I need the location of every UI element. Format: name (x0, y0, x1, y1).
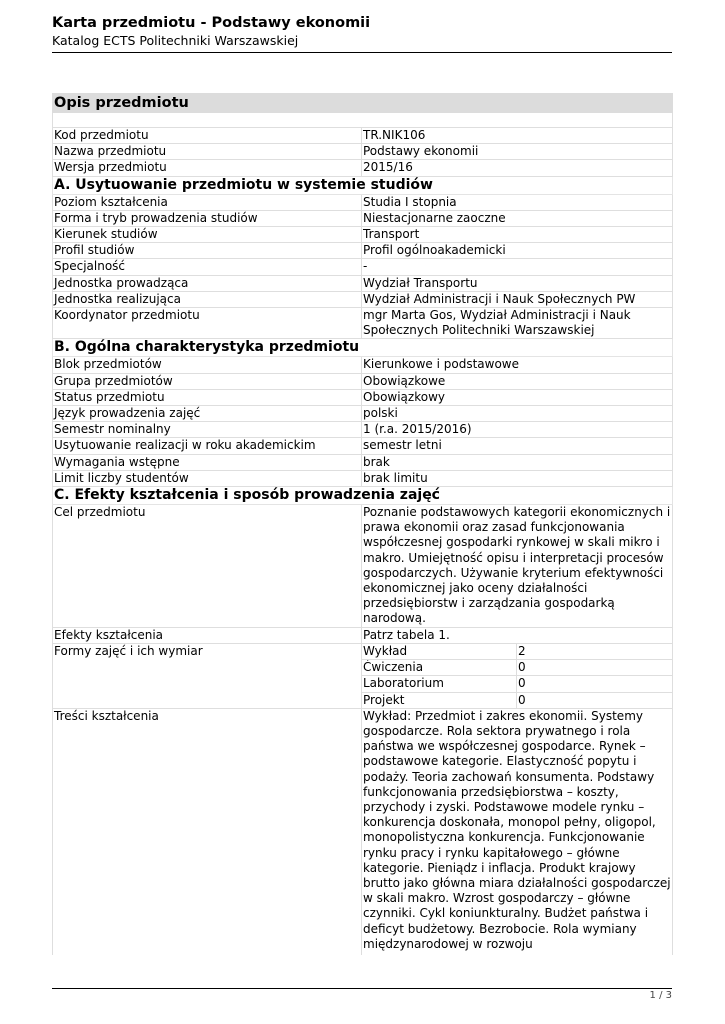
tresci-value: Wykład: Przedmiot i zakres ekonomii. Systemy gospodarcze. Rola sektora prywatnego i rola państwa we współczesnej gospodarce. Rynek – podstawowe kategorie. Elastyczność popytu i podaży. Teoria zachowań konsumenta. Podstawy funkcjonowania przedsiębiorstwa – koszty, przychody i zyski. Podstawowe modele rynku – konkurencja doskonała, monopol pełny, oligopol, monopolistyczna konkurencja. Funkcjonowanie rynku pracy i rynku kapitałowego – główne kategorie. Pieniądz i inflacja. Produkt krajowy brutto jako główna miara działalności gospodarczej w skali makro. Wzrost gospodarczy – główne czynniki. Cykl koniunkturalny. Budżet państwa i deficyt budżetowy. Bezrobocie. Rola wymiany międzynarodowej w rozwoju (362, 708, 673, 955)
table-row (53, 243, 673, 259)
row-label: Wymagania wstępne (53, 454, 362, 470)
row-label: Blok przedmiotów (53, 357, 362, 373)
row-value: polski (362, 406, 673, 422)
course-card-table (52, 93, 673, 955)
row-label: Kierunek studiów (53, 227, 362, 243)
row-value: Studia I stopnia (362, 194, 673, 210)
table-row (53, 470, 673, 486)
table-row (53, 291, 673, 307)
opis-title: Opis przedmiotu (53, 94, 673, 113)
row-value: TR.NIK106 (362, 128, 673, 144)
cel-value: Poznanie podstawowych kategorii ekonomicznych i prawa ekonomii oraz zasad funkcjonowania współczesnej gospodarki rynkowej w skali mikro i makro. Umiejętność opisu i interpretacji procesów gospodarczych. Używanie kryterium efektywności ekonomicznej jako oceny działalności przedsiębiorstw i zarządzania gospodarką narodową. (362, 505, 673, 628)
row-label: Kod przedmiotu (53, 128, 362, 144)
row-value: Profil ogólnoakademicki (362, 243, 673, 259)
formy-hours: 2 (517, 644, 673, 660)
row-label: Nazwa przedmiotu (53, 144, 362, 160)
row-value: brak (362, 454, 673, 470)
tresci-label: Treści kształcenia (53, 708, 362, 955)
formy-row (362, 660, 672, 676)
table-row (53, 210, 673, 226)
row-label: Profil studiów (53, 243, 362, 259)
header-divider (52, 52, 672, 53)
document-title: Karta przedmiotu - Podstawy ekonomii (52, 15, 371, 31)
row-label: Język prowadzenia zajęć (53, 406, 362, 422)
row-value: Wydział Administracji i Nauk Społecznych PW (362, 291, 673, 307)
formy-row (362, 644, 672, 660)
formy-cell (362, 643, 673, 708)
table-row (53, 438, 673, 454)
table-row (53, 627, 673, 643)
formy-type: Projekt (362, 692, 517, 708)
row-value: Niestacjonarne zaoczne (362, 210, 673, 226)
row-label: Jednostka realizująca (53, 291, 362, 307)
section-b-row (53, 339, 673, 357)
section-c-title: C. Efekty kształcenia i sposób prowadzenia zajęć (53, 487, 673, 505)
table-row (53, 128, 673, 144)
cel-label: Cel przedmiotu (53, 505, 362, 628)
row-label: Wersja przedmiotu (53, 160, 362, 176)
page-number: 1 / 3 (649, 990, 672, 1001)
efekty-value: Patrz tabela 1. (362, 627, 673, 643)
footer-divider (52, 988, 672, 989)
page-header (52, 14, 672, 49)
formy-type: Laboratorium (362, 676, 517, 692)
row-label: Forma i tryb prowadzenia studiów (53, 210, 362, 226)
formy-row (362, 692, 672, 708)
row-label: Jednostka prowadząca (53, 275, 362, 291)
table-row (53, 454, 673, 470)
document-subtitle: Katalog ECTS Politechniki Warszawskiej (52, 33, 299, 48)
table-row (53, 357, 673, 373)
table-row (53, 308, 673, 339)
table-row (53, 708, 673, 955)
formy-type: Wykład (362, 644, 517, 660)
opis-title-row (53, 94, 673, 113)
table-row (53, 406, 673, 422)
formy-label: Formy zajęć i ich wymiar (53, 643, 362, 708)
row-value: Transport (362, 227, 673, 243)
table-row (53, 505, 673, 628)
row-label: Status przedmiotu (53, 389, 362, 405)
formy-type: Ćwiczenia (362, 660, 517, 676)
section-a-row (53, 176, 673, 194)
row-value: Podstawy ekonomii (362, 144, 673, 160)
row-label: Specjalność (53, 259, 362, 275)
formy-table (362, 644, 672, 708)
row-label: Limit liczby studentów (53, 470, 362, 486)
formy-hours: 0 (517, 660, 673, 676)
table-row (53, 422, 673, 438)
row-value: semestr letni (362, 438, 673, 454)
section-b-title: B. Ogólna charakterystyka przedmiotu (53, 339, 673, 357)
row-value: brak limitu (362, 470, 673, 486)
row-label: Poziom kształcenia (53, 194, 362, 210)
formy-row (362, 676, 672, 692)
table-row (53, 160, 673, 176)
table-row (53, 259, 673, 275)
table-row (53, 373, 673, 389)
spacer-row (53, 113, 673, 128)
formy-hours: 0 (517, 692, 673, 708)
section-a-title: A. Usytuowanie przedmiotu w systemie studiów (53, 176, 673, 194)
table-row (53, 643, 673, 708)
section-c-row (53, 487, 673, 505)
row-value: Kierunkowe i podstawowe (362, 357, 673, 373)
row-value: Obowiązkowe (362, 373, 673, 389)
efekty-label: Efekty kształcenia (53, 627, 362, 643)
row-value: 2015/16 (362, 160, 673, 176)
row-label: Grupa przedmiotów (53, 373, 362, 389)
table-row (53, 389, 673, 405)
row-label: Koordynator przedmiotu (53, 308, 362, 339)
table-row (53, 227, 673, 243)
row-value: Wydział Transportu (362, 275, 673, 291)
row-label: Semestr nominalny (53, 422, 362, 438)
row-value: mgr Marta Gos, Wydział Administracji i Nauk Społecznych Politechniki Warszawskiej (362, 308, 673, 339)
row-value: Obowiązkowy (362, 389, 673, 405)
table-row (53, 144, 673, 160)
row-label: Usytuowanie realizacji w roku akademickim (53, 438, 362, 454)
row-value: 1 (r.a. 2015/2016) (362, 422, 673, 438)
row-value: - (362, 259, 673, 275)
table-row (53, 275, 673, 291)
formy-hours: 0 (517, 676, 673, 692)
table-row (53, 194, 673, 210)
